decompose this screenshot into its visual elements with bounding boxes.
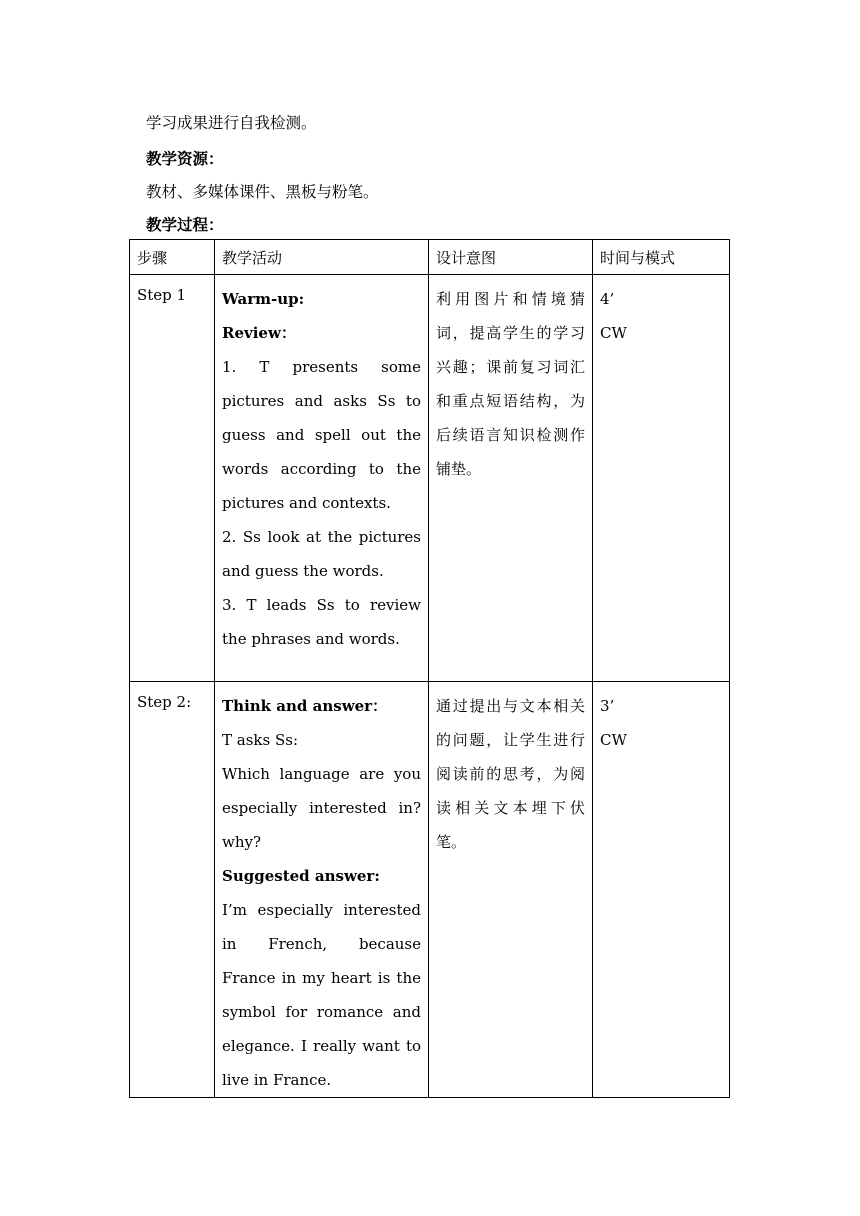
mode-value: CW <box>600 324 627 342</box>
activity-title: Warm-up: <box>222 290 305 308</box>
step-label: Step 2: <box>130 682 215 1098</box>
time-value: 4’ <box>600 290 615 308</box>
mode-value: CW <box>600 731 627 749</box>
time-mode-cell <box>593 275 730 682</box>
activity-line: T asks Ss: <box>222 731 298 749</box>
step-label: Step 1 <box>130 275 215 682</box>
header-intent: 设计意图 <box>429 240 593 275</box>
activity-cell <box>215 682 429 1098</box>
intro-line: 学习成果进行自我检测。 <box>146 114 317 132</box>
header-time-mode: 时间与模式 <box>593 240 730 275</box>
answer-title: Suggested answer: <box>222 867 380 885</box>
resources-heading: 教学资源： <box>146 149 224 168</box>
activity-cell <box>215 275 429 682</box>
answer-text: I’m especially interested in French, because France in my heart is the symbol for romance and elegance. I really want to live in France. <box>222 901 421 1089</box>
table-row <box>130 275 730 682</box>
header-step: 步骤 <box>130 240 215 275</box>
time-value: 3’ <box>600 697 615 715</box>
process-heading: 教学过程： <box>146 215 224 234</box>
intent-text: 通过提出与文本相关的问题，让学生进行阅读前的思考，为阅读相关文本埋下伏笔。 <box>429 682 593 1098</box>
activity-line: 1. T presents some pictures and asks Ss to guess and spell out the words according to the pictures and contexts. <box>222 358 421 512</box>
activity-question: Which language are you especially interested in? why? <box>222 765 421 851</box>
lesson-table <box>129 239 730 1098</box>
table-header-row <box>130 240 730 275</box>
table-row <box>130 682 730 1098</box>
header-activity: 教学活动 <box>215 240 429 275</box>
activity-title: Think and answer： <box>222 697 388 715</box>
activity-line: 3. T leads Ss to review the phrases and words. <box>222 596 421 648</box>
activity-line: 2. Ss look at the pictures and guess the words. <box>222 528 421 580</box>
intent-text: 利用图片和情境猜词，提高学生的学习兴趣；课前复习词汇和重点短语结构，为后续语言知识检测作铺垫。 <box>429 275 593 682</box>
activity-subtitle: Review： <box>222 324 296 342</box>
time-mode-cell <box>593 682 730 1098</box>
resources-text: 教材、多媒体课件、黑板与粉笔。 <box>146 183 379 201</box>
